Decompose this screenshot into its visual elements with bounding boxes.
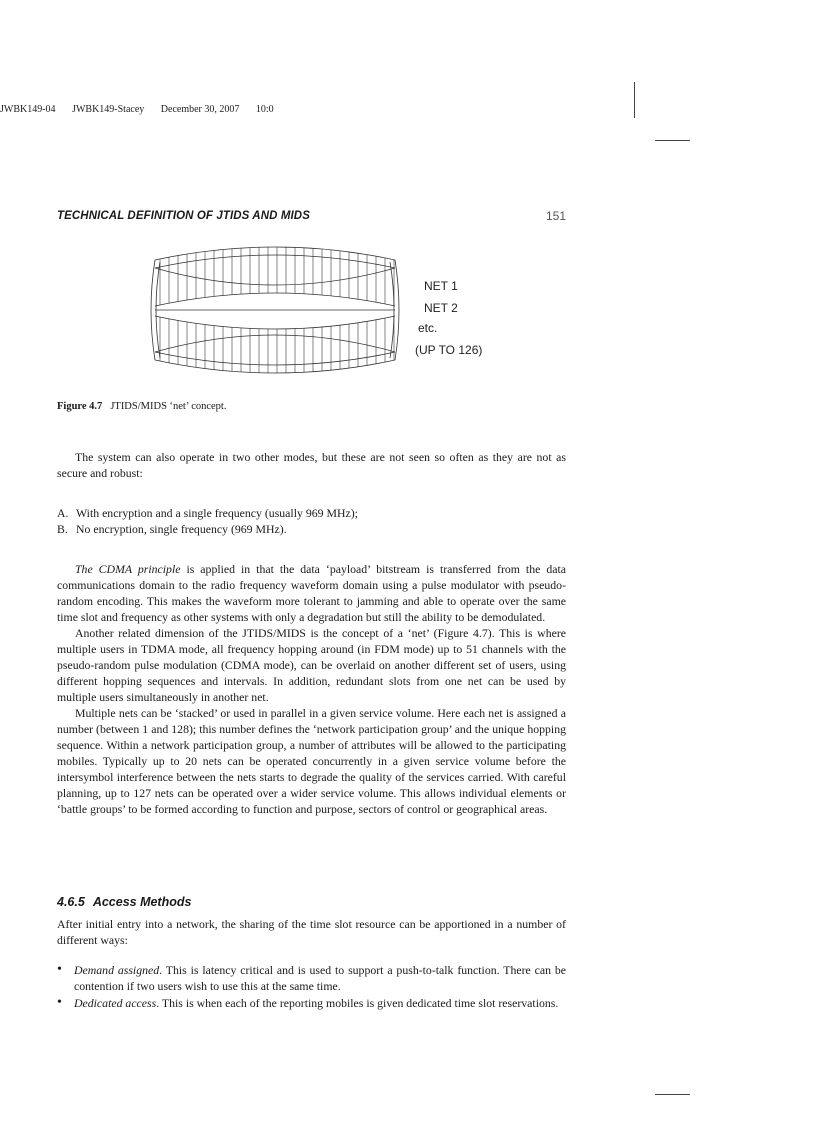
list-item: A. With encryption and a single frequency (usually 969 MHz); [57,506,358,520]
cdma-term: The CDMA principle [75,562,181,576]
list-item: B. No encryption, single frequency (969 MHz). [57,522,287,536]
bullet-icon: • [57,995,62,1010]
figure-label-net2: NET 2 [424,301,458,315]
intro-paragraph: The system can also operate in two other modes, but these are not seen so often as they are not as secure and robust: [57,450,566,480]
access-methods-list [57,962,566,1012]
section-intro: After initial entry into a network, the sharing of the time slot resource can be apportioned in a number of different ways: [57,917,566,947]
net-paragraph: Another related dimension of the JTIDS/MIDS is the concept of a ‘net’ (Figure 4.7). This is where multiple users in TDMA mode, all frequency hopping around (in FDM mode) up to 51 channels with the pseudo-random pulse modulation (CDMA mode), can be overlaid on another different set of users, using different hopping sequences and intervals. In addition, redundant slots from one net can be used by multiple users simultaneously in another net. [57,626,566,704]
slug-code: JWBK149-04 [0,104,56,115]
section-title: Access Methods [92,895,192,909]
crop-mark-bottom [655,1094,690,1095]
section-heading [57,895,191,909]
figure-label-max: (UP TO 126) [415,343,483,357]
figure-caption-text: JTIDS/MIDS ‘net’ concept. [110,401,227,412]
body-text [57,561,566,817]
bullet-icon: • [57,962,62,977]
modes-list [57,505,566,537]
print-slug [0,104,288,115]
slug-time: 10:0 [255,104,274,115]
figure-caption-label: Figure 4.7 [57,401,103,412]
net-bands [151,247,399,373]
section-number: 4.6.5 [57,895,85,909]
slug-date: December 30, 2007 [160,104,240,115]
stacked-nets-paragraph: Multiple nets can be ‘stacked’ or used in parallel in a given service volume. Here each net is assigned a number (between 1 and 128); this number defines the ‘network participation group’ and the unique hopping sequence. Within a network participation group, a number of attributes will be allowed to the participating mobiles. Typically up to 20 nets can be operated concurrently in a given service volume before the intersymbol interference between the nets starts to degrade the quality of the services carried. With careful planning, up to 127 nets can be operated over a wider service volume. This allows individual elements or ‘battle groups’ to be formed according to function and purpose, sectors of control or geographical areas. [57,706,566,816]
crop-mark-top [655,140,690,141]
slug-divider [634,82,635,118]
cdma-paragraph: The CDMA principle is applied in that the data ‘payload’ bitstream is transferred from the data communications domain to the radio frequency waveform domain using a pulse modulator with pseudo-random encoding. This makes the waveform more tolerant to jamming and able to operate over the same time slot and frequency as other systems with only a degradation but still the ability to be demodulated. [57,562,566,624]
figure-caption [57,401,226,412]
page-number: 151 [546,209,567,223]
net-concept-figure [150,240,530,380]
figure-label-net1: NET 1 [424,279,458,293]
running-header-title: TECHNICAL DEFINITION OF JTIDS AND MIDS [57,210,310,222]
list-item: • Dedicated access. This is when each of the reporting mobiles is given dedicated time slot reservations. [57,995,559,1010]
figure-label-etc: etc. [418,321,438,335]
slug-book: JWBK149-Stacey [72,104,145,115]
list-item: • Demand assigned. This is latency critical and is used to support a push-to-talk function. There can be contention if two users wish to use this at the same time. [57,962,566,993]
